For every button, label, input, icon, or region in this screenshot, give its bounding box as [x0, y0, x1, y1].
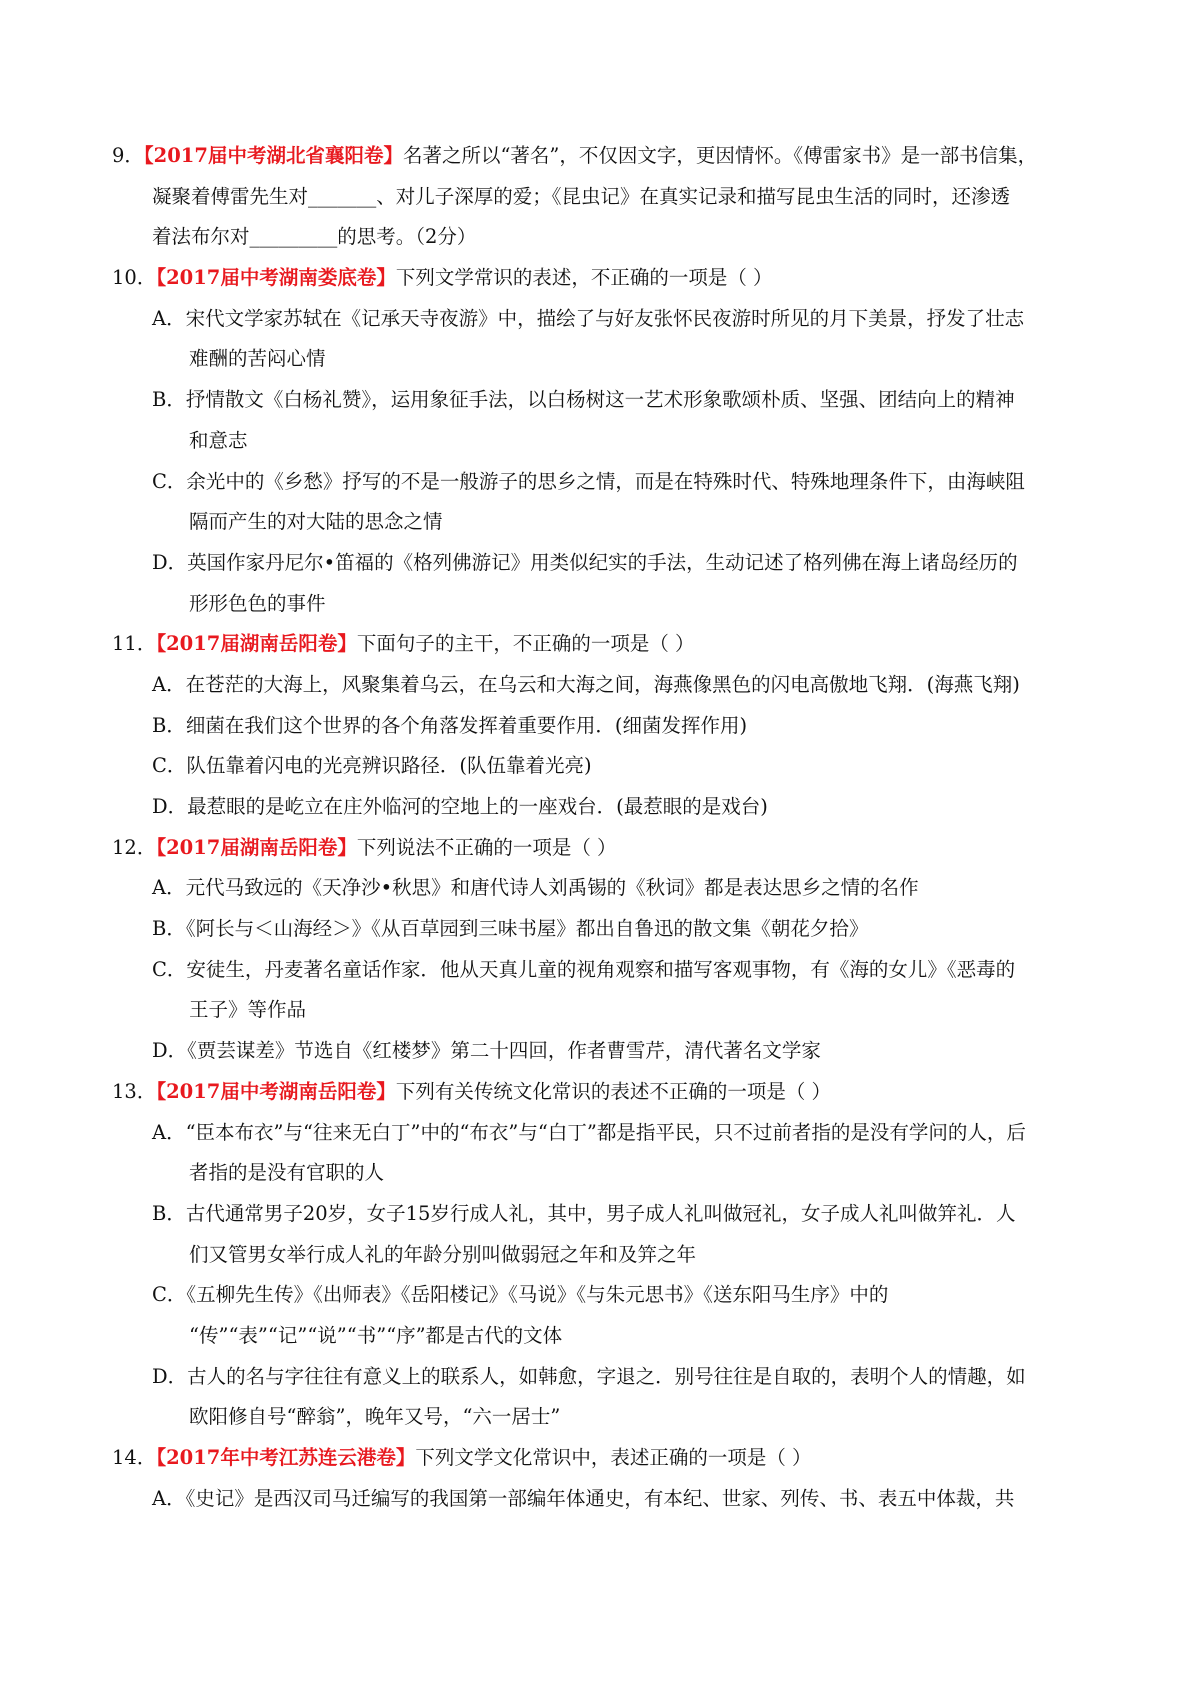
question-heading-line — [112, 258, 1102, 299]
line-text: 和意志 — [189, 428, 248, 452]
line-text: 下列有关传统文化常识的表述不正确的一项是（ ） — [395, 1079, 832, 1103]
body-line — [112, 299, 1102, 340]
line-text: B．《阿长与＜山海经＞》《从百草园到三味书屋》都出自鲁迅的散文集《朝花夕拾》 — [152, 917, 869, 941]
line-text: 凝聚着傅雷先生对_______、对儿子深厚的爱；《昆虫记》在真实记录和描写昆虫生活的同时，还渗透 — [152, 184, 1011, 208]
body-line — [112, 868, 1102, 909]
line-text: D．古人的名与字往往有意义上的联系人，如韩愈，字退之．别号往往是自取的，表明个人的情趣，如 — [152, 1364, 1026, 1388]
body-line — [112, 1194, 1102, 1235]
option-continuation-line — [112, 1397, 1102, 1438]
question-heading-line — [112, 828, 1102, 869]
line-text: D．《贾芸谋差》节选自《红楼梦》第二十四回，作者曹雪芹，清代著名文学家 — [152, 1039, 821, 1063]
body-line — [112, 950, 1102, 991]
question-number: 10． — [112, 266, 157, 290]
option-continuation-line — [112, 1316, 1102, 1357]
line-text: C．安徒生，丹麦著名童话作家．他从天真儿童的视角观察和描写客观事物，有《海的女儿》《恶毒的 — [152, 957, 1016, 981]
line-text: D．最惹眼的是屹立在庄外临河的空地上的一座戏台．(最惹眼的是戏台) — [152, 795, 768, 818]
line-text: D．英国作家丹尼尔•笛福的《格列佛游记》用类似纪实的手法，生动记述了格列佛在海上诸岛经历的 — [152, 550, 1018, 574]
exam-source-label: 【2017届中考湖北省襄阳卷】 — [143, 144, 403, 167]
exam-source-label: 【2017届中考湖南岳阳卷】 — [156, 1079, 396, 1103]
body-line — [112, 1479, 1102, 1520]
question-heading-line — [112, 1438, 1102, 1479]
question-number: 12． — [112, 835, 157, 859]
line-text: A．“臣本布衣”与“往来无白丁”中的“布衣”与“白丁”都是指平民，只不过前者指的是没有学问的人，后 — [152, 1120, 1026, 1144]
line-text: 形形色色的事件 — [189, 591, 326, 615]
exam-source-label: 【2017届湖南岳阳卷】 — [156, 632, 357, 656]
question-heading-line — [112, 136, 1102, 177]
line-text: B．抒情散文《白杨礼赞》，运用象征手法，以白杨树这一艺术形象歌颂朴质、坚强、团结向上的精神 — [152, 388, 1015, 412]
option-continuation-line — [112, 1153, 1102, 1194]
exam-source-label: 【2017年中考江苏连云港卷】 — [156, 1446, 416, 1469]
exam-source-label: 【2017届中考湖南娄底卷】 — [156, 266, 396, 290]
body-line — [112, 217, 1102, 258]
line-text: 下面句子的主干，不正确的一项是（ ） — [356, 632, 695, 656]
line-text: A．元代马致远的《天净沙•秋思》和唐代诗人刘禹锡的《秋词》都是表达思乡之情的名作 — [152, 876, 919, 900]
option-continuation-line — [112, 502, 1102, 543]
line-text: 下列文学常识的表述，不正确的一项是（ ） — [395, 266, 773, 290]
line-text: 欧阳修自号“醉翁”，晚年又号，“六一居士” — [189, 1405, 561, 1429]
question-number: 14． — [112, 1446, 157, 1469]
line-text: B．细菌在我们这个世界的各个角落发挥着重要作用．(细菌发挥作用) — [152, 713, 748, 737]
body-line — [112, 787, 1102, 828]
line-text: “传”“表”“记”“说”“书”“序”都是古代的文体 — [189, 1323, 563, 1347]
line-text: 者指的是没有官职的人 — [189, 1161, 385, 1185]
question-list — [112, 136, 1102, 1519]
body-line — [112, 1113, 1102, 1154]
body-line — [112, 706, 1102, 747]
line-text: C．《五柳先生传》《出师表》《岳阳楼记》《马说》《与朱元思书》《送东阳马生序》中的 — [152, 1283, 889, 1307]
question-number: 13． — [112, 1079, 157, 1103]
option-continuation-line — [112, 584, 1102, 625]
body-line — [112, 746, 1102, 787]
line-text: 难酬的苦闷心情 — [189, 347, 326, 371]
line-text: A．在苍茫的大海上，风聚集着乌云，在乌云和大海之间，海燕像黑色的闪电高傲地飞翔．(海燕飞翔) — [152, 672, 1020, 696]
line-text: C．队伍靠着闪电的光亮辨识路径．(队伍靠着光亮) — [152, 754, 592, 778]
line-text: 下列文学文化常识中，表述正确的一项是（ ） — [415, 1446, 812, 1469]
line-text: 隔而产生的对大陆的思念之情 — [189, 510, 443, 534]
question-number: 9． — [112, 144, 144, 167]
line-text: 王子》等作品 — [189, 998, 307, 1022]
line-text: 名著之所以“著名”，不仅因文字，更因情怀。《傅雷家书》是一部书信集， — [402, 144, 1038, 167]
question-heading-line — [112, 1072, 1102, 1113]
option-continuation-line — [112, 1235, 1102, 1276]
option-continuation-line — [112, 421, 1102, 462]
question-number: 11． — [112, 632, 157, 656]
body-line — [112, 543, 1102, 584]
line-text: A．《史记》是西汉司马迁编写的我国第一部编年体通史，有本纪、世家、列传、书、表五中体裁，共 — [152, 1486, 1015, 1510]
body-line — [112, 1357, 1102, 1398]
body-line — [112, 1275, 1102, 1316]
body-line — [112, 177, 1102, 218]
body-line — [112, 665, 1102, 706]
line-text: B．古代通常男子20岁，女子15岁行成人礼，其中，男子成人礼叫做冠礼，女子成人礼叫做笄礼．人 — [152, 1201, 1016, 1225]
option-continuation-line — [112, 990, 1102, 1031]
body-line — [112, 1031, 1102, 1072]
line-text: 们又管男女举行成人礼的年龄分别叫做弱冠之年和及笄之年 — [189, 1242, 697, 1266]
body-line — [112, 909, 1102, 950]
line-text: A．宋代文学家苏轼在《记承天寺夜游》中，描绘了与好友张怀民夜游时所见的月下美景，抒发了壮志 — [152, 306, 1025, 330]
line-text: 下列说法不正确的一项是（ ） — [356, 835, 617, 859]
exam-source-label: 【2017届湖南岳阳卷】 — [156, 835, 357, 859]
line-text: 着法布尔对_________的思考。（2分） — [152, 225, 477, 249]
body-line — [112, 462, 1102, 503]
option-continuation-line — [112, 339, 1102, 380]
line-text: C．余光中的《乡愁》抒写的不是一般游子的思乡之情，而是在特殊时代、特殊地理条件下，由海峡阻 — [152, 469, 1025, 493]
question-heading-line — [112, 624, 1102, 665]
body-line — [112, 380, 1102, 421]
